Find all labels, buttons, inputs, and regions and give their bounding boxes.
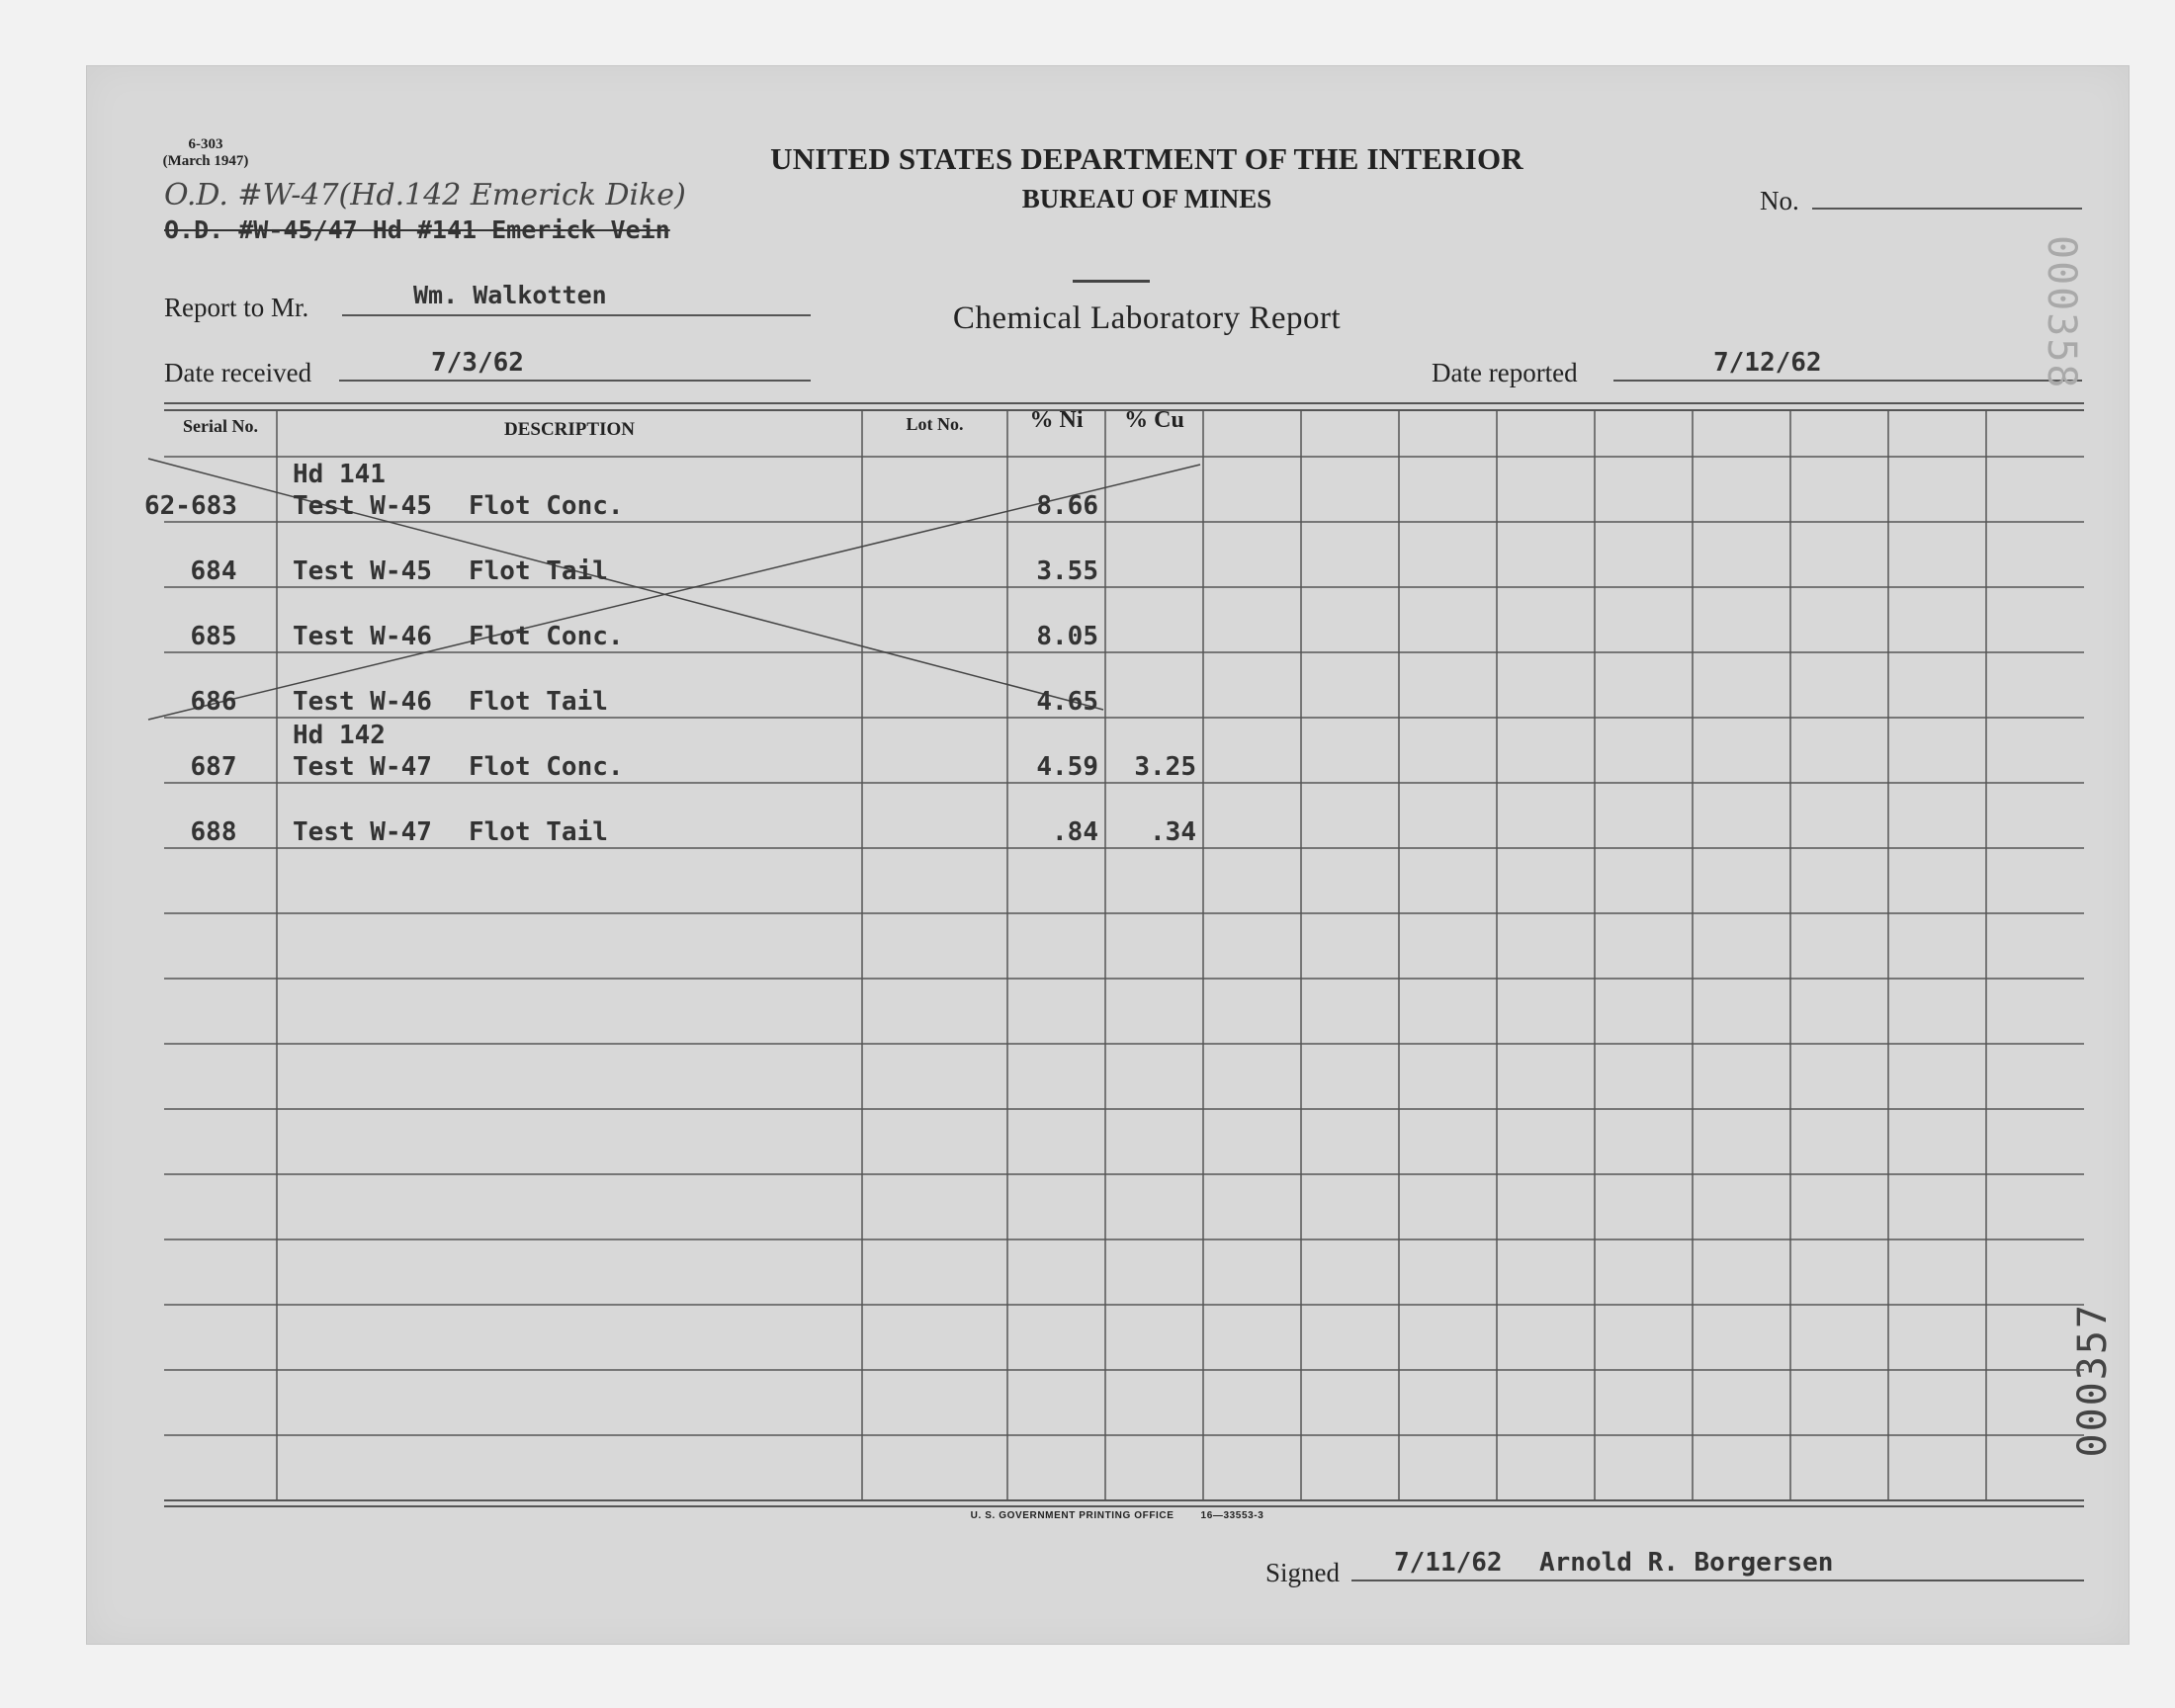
printing-office-line [890,1510,1345,1521]
row-type: Flot Tail [469,556,608,586]
signed-label: Signed [1265,1558,1341,1587]
printing-office: U. S. GOVERNMENT PRINTING OFFICE [970,1510,1174,1521]
row-pre: Hd 142 [293,721,386,750]
header-serial: Serial No. [183,416,258,436]
date-reported-value: 7/12/62 [1713,348,1822,378]
handwritten-od: O.D. #W-47(Hd.142 Emerick Dike) [164,178,686,213]
date-received-label: Date received [164,358,312,387]
row-ni: 4.65 [1036,687,1098,717]
row-type: Flot Conc. [469,491,624,521]
row-pre: Hd 141 [293,460,386,489]
report-to-value: Wm. Walkotten [413,281,607,309]
row-test: Test W-47 [293,752,432,782]
row-cu: 3.25 [1134,752,1196,782]
report-to-label: Report to Mr. [164,293,309,322]
report-title: Chemical Laboratory Report [952,300,1342,336]
row-ni: .84 [1052,817,1098,847]
row-serial: 686 [190,687,237,717]
row-test: Test W-46 [293,622,432,651]
signed-name: Arnold R. Borgersen [1539,1548,1834,1578]
side-number-top: 000358 [2039,235,2084,390]
form-date-text: (March 1947) [162,153,249,169]
row-test: Test W-46 [293,687,432,717]
header-cu: % Cu [1124,407,1184,433]
row-ni: 4.59 [1036,752,1098,782]
row-type: Flot Conc. [469,752,624,782]
row-type: Flot Conc. [469,622,624,651]
row-serial: 62-683 [144,491,237,521]
row-test: Test W-45 [293,491,432,521]
struck-od: O.D. #W-45/47 Hd #141 Emerick Vein [164,215,670,244]
row-serial: 687 [190,752,237,782]
header-description: DESCRIPTION [504,419,635,440]
row-ni: 8.05 [1036,622,1098,651]
date-received-value: 7/3/62 [431,348,524,378]
department-heading: UNITED STATES DEPARTMENT OF THE INTERIOR [770,141,1523,176]
row-test: Test W-47 [293,817,432,847]
no-label: No. [1760,186,1799,215]
row-serial: 688 [190,817,237,847]
row-ni: 8.66 [1036,491,1098,521]
row-serial: 685 [190,622,237,651]
strike-line-1 [148,459,1103,710]
signed-field [1351,1580,2084,1581]
header-ni: % Ni [1029,407,1084,433]
row-ni: 3.55 [1036,556,1098,586]
printing-code: 16—33553-3 [1200,1510,1264,1521]
header-lot: Lot No. [906,414,964,434]
row-cu: .34 [1150,817,1196,847]
row-serial: 684 [190,556,237,586]
row-test: Test W-45 [293,556,432,586]
bureau-heading: BUREAU OF MINES [1021,184,1272,214]
row-type: Flot Tail [469,687,608,717]
row-type: Flot Tail [469,817,608,847]
date-reported-label: Date reported [1432,358,1578,387]
form-number-text: 6-303 [188,136,223,152]
side-number-bottom: 000357 [2070,1303,2116,1458]
signed-date: 7/11/62 [1394,1548,1503,1578]
